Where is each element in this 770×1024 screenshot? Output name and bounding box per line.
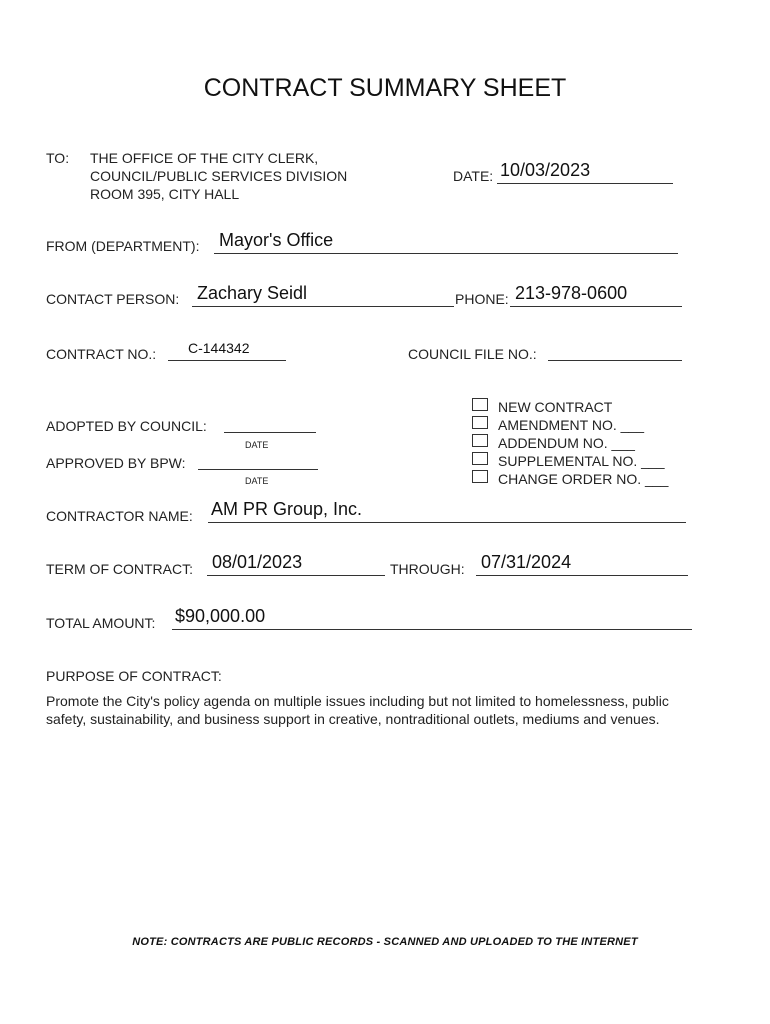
contract-no-label: CONTRACT NO.: bbox=[46, 346, 157, 362]
contract-no-value[interactable]: C-144342 bbox=[188, 340, 250, 356]
term-line bbox=[207, 575, 385, 576]
phone-value[interactable]: 213-978-0600 bbox=[515, 283, 628, 303]
checkbox-amendment[interactable] bbox=[472, 416, 488, 429]
checkbox-label-supplemental: SUPPLEMENTAL NO. ___ bbox=[498, 453, 665, 469]
contact-value[interactable]: Zachary Seidl bbox=[197, 283, 308, 303]
contact-label: CONTACT PERSON: bbox=[46, 291, 180, 307]
from-value[interactable]: Mayor's Office bbox=[219, 230, 334, 250]
total-line bbox=[172, 629, 692, 630]
from-line bbox=[214, 253, 678, 254]
phone-label: PHONE: bbox=[455, 291, 509, 307]
checkbox-label-addendum: ADDENDUM NO. ___ bbox=[498, 435, 635, 451]
adopted-line[interactable] bbox=[224, 432, 316, 433]
phone-line bbox=[510, 306, 682, 307]
page-title: CONTRACT SUMMARY SHEET bbox=[203, 74, 567, 102]
contractor-value[interactable]: AM PR Group, Inc. bbox=[211, 499, 363, 519]
council-file-label: COUNCIL FILE NO.: bbox=[408, 346, 537, 362]
contact-line bbox=[192, 306, 454, 307]
checkbox-label-new-contract: NEW CONTRACT bbox=[498, 399, 613, 415]
contractor-line bbox=[208, 522, 686, 523]
term-start-value[interactable]: 08/01/2023 bbox=[212, 552, 303, 572]
purpose-text[interactable]: Promote the City's policy agenda on multiple issues including but not limited to homelessness, public safety, sustainability, and business support in creative, nontraditional outlets, mediums and venues. bbox=[46, 693, 669, 727]
approved-line[interactable] bbox=[198, 469, 318, 470]
checkbox-change-order[interactable] bbox=[472, 470, 488, 483]
checkbox-label-change-order: CHANGE ORDER NO. ___ bbox=[498, 471, 669, 487]
checkbox-new-contract[interactable] bbox=[472, 398, 488, 411]
to-line-2: COUNCIL/PUBLIC SERVICES DIVISION bbox=[90, 168, 348, 184]
term-label: TERM OF CONTRACT: bbox=[46, 561, 193, 577]
purpose-label: PURPOSE OF CONTRACT: bbox=[46, 668, 222, 684]
through-label: THROUGH: bbox=[390, 561, 465, 577]
adopted-date-caption: DATE bbox=[245, 440, 269, 450]
term-end-value[interactable]: 07/31/2024 bbox=[481, 552, 572, 572]
to-line-3: ROOM 395, CITY HALL bbox=[90, 186, 240, 202]
approved-label: APPROVED BY BPW: bbox=[46, 455, 186, 471]
contractor-label: CONTRACTOR NAME: bbox=[46, 508, 193, 524]
approved-date-caption: DATE bbox=[245, 476, 269, 486]
from-label: FROM (DEPARTMENT): bbox=[46, 238, 200, 254]
contract-no-line bbox=[168, 360, 286, 361]
total-value[interactable]: $90,000.00 bbox=[175, 606, 266, 626]
to-line-1: THE OFFICE OF THE CITY CLERK, bbox=[90, 150, 319, 166]
date-value[interactable]: 10/03/2023 bbox=[500, 160, 591, 180]
total-label: TOTAL AMOUNT: bbox=[46, 615, 156, 631]
date-line bbox=[497, 183, 673, 184]
adopted-label: ADOPTED BY COUNCIL: bbox=[46, 418, 207, 434]
footer-note: NOTE: CONTRACTS ARE PUBLIC RECORDS - SCANNED AND UPLOADED TO THE INTERNET bbox=[132, 936, 638, 948]
through-line bbox=[476, 575, 688, 576]
checkbox-addendum[interactable] bbox=[472, 434, 488, 447]
checkbox-supplemental[interactable] bbox=[472, 452, 488, 465]
council-file-line bbox=[548, 360, 682, 361]
to-label: TO: bbox=[46, 150, 70, 166]
date-label: DATE: bbox=[453, 168, 494, 184]
checkbox-label-amendment: AMENDMENT NO. ___ bbox=[498, 417, 644, 433]
